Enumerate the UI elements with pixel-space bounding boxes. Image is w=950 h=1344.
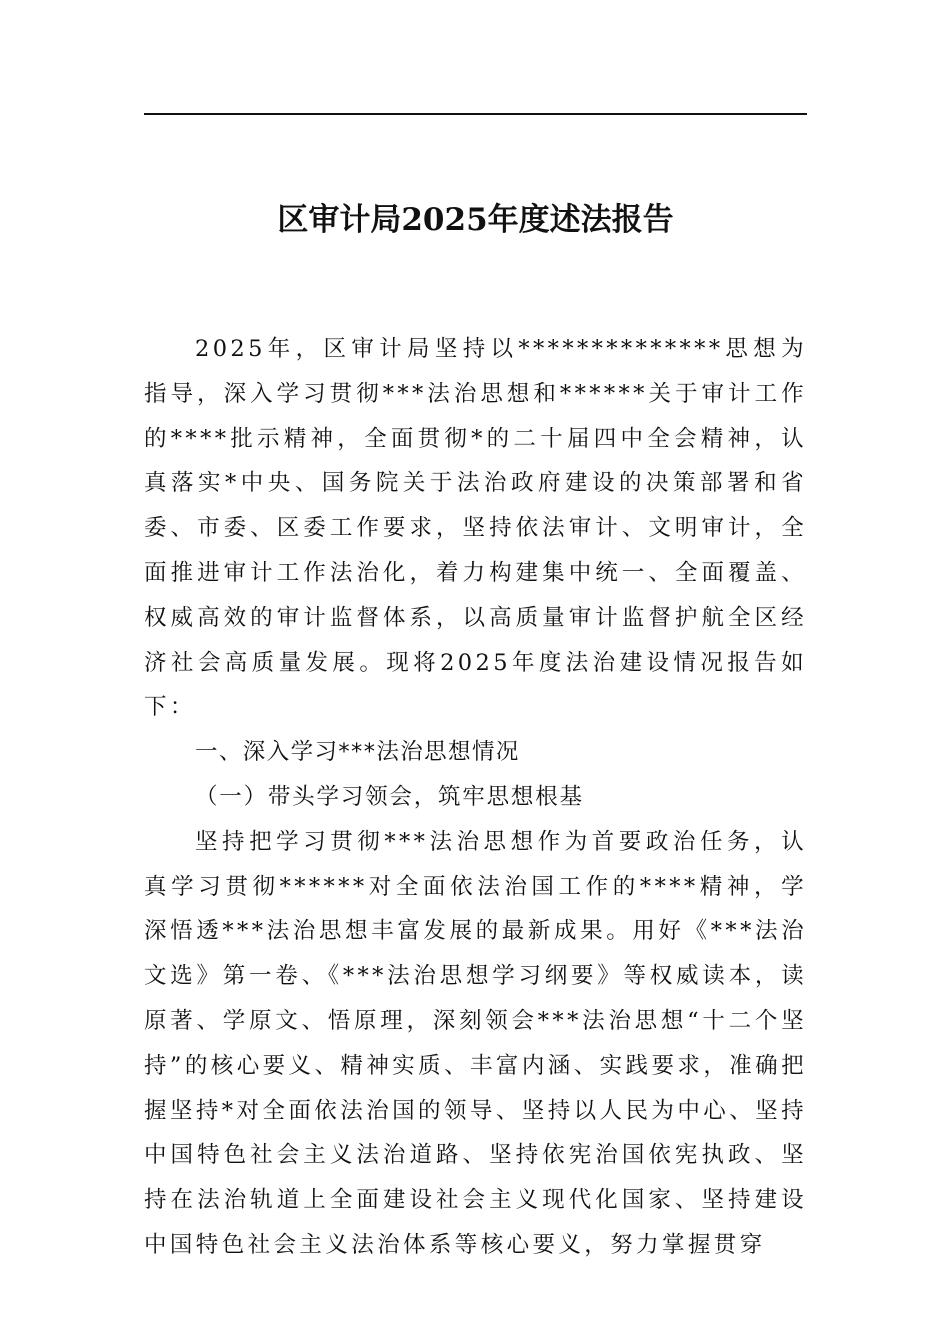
document-body: [144, 327, 807, 1268]
subsection-1-paragraph: 坚持把学习贯彻***法治思想作为首要政治任务，认真学习贯彻******对全面依法治国工作的****精神，学深悟透***法治思想丰富发展的最新成果。用好《***法治文选》第一卷、《***法治思想学习纲要》等权威读本，读原著、学原文、悟原理，深刻领会***法治思想“十二个坚持”的核心要义、精神实质、丰富内涵、实践要求，准确把握坚持*对全面依法治国的领导、坚持以人民为中心、坚持中国特色社会主义法治道路、坚持依宪治国依宪执政、坚持在法治轨道上全面建设社会主义现代化国家、坚持建设中国特色社会主义法治体系等核心要义，努力掌握贯穿: [144, 828, 807, 1258]
section-heading-1: 一、深入学习***法治思想情况: [195, 739, 520, 766]
subsection-heading-1: （一）带头学习领会，筑牢思想根基: [195, 783, 584, 810]
document-title: 区审计局2025年度述法报告: [277, 202, 674, 238]
header-rule: [144, 113, 807, 115]
intro-paragraph: 2025年，区审计局坚持以**************思想为指导，深入学习贯彻***法治思想和******关于审计工作的****批示精神，全面贯彻*的二十届四中全会精神，认真落实*中央、国务院关于法治政府建设的决策部署和省委、市委、区委工作要求，坚持依法审计、文明审计，全面推进审计工作法治化，着力构建集中统一、全面覆盖、权威高效的审计监督体系，以高质量审计监督护航全区经济社会高质量发展。现将2025年度法治建设情况报告如下：: [144, 336, 807, 721]
